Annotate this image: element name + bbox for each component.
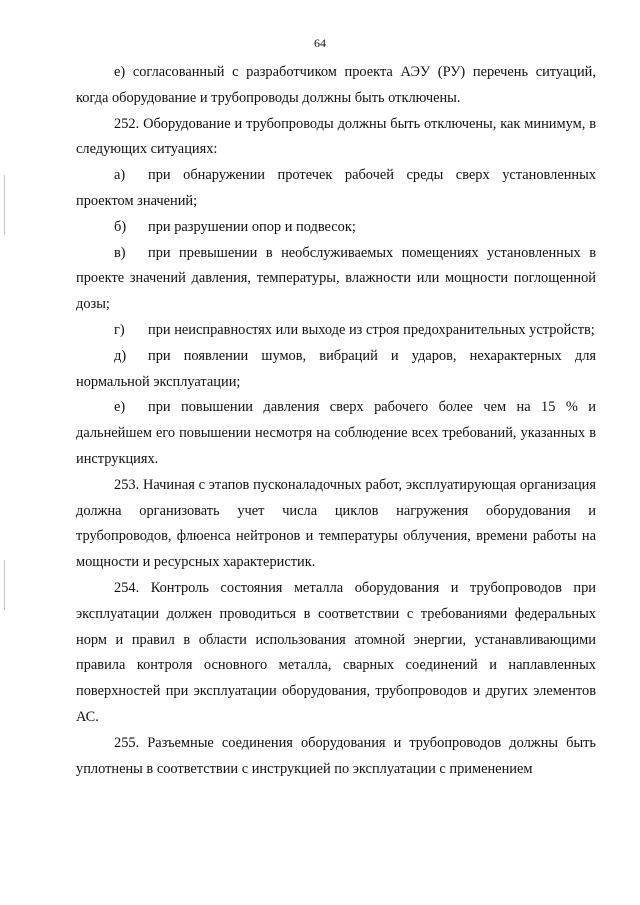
list-item-text: при повышении давления сверх рабочего более чем на 15 % и дальнейшем его повышении несмотря на соблюдение всех требований, указанных в инструкциях. <box>76 399 596 467</box>
list-item-text: при превышении в необслуживаемых помещениях установленных в проекте значений давления, температуры, влажности или мощности поглощенной дозы; <box>76 244 596 313</box>
page-number: 64 <box>314 36 326 50</box>
document-body <box>76 60 596 782</box>
list-item-a <box>76 163 596 215</box>
list-item-g <box>76 318 596 344</box>
paragraph-253: 253. Начиная с этапов пусконаладочных работ, эксплуатирующая организация должна организовать учет числа циклов нагружения оборудования и трубопроводов, флюенса нейтронов и температуры облучения, времени работы на мощности и ресурсных характеристик. <box>76 476 596 571</box>
list-marker: б) <box>114 218 127 235</box>
paragraph-252: 252. Оборудование и трубопроводы должны быть отключены, как минимум, в следующих ситуациях: <box>76 115 596 158</box>
list-item-text: при обнаружении протечек рабочей среды сверх установленных проектом значений; <box>76 167 596 209</box>
scan-edge-mark <box>4 175 5 235</box>
list-item-d <box>76 344 596 396</box>
list-marker: е) <box>114 399 126 416</box>
scan-edge-mark <box>4 560 5 610</box>
list-marker: г) <box>114 321 125 338</box>
list-item-text: при появлении шумов, вибраций и ударов, нехарактерных для нормальной эксплуатации; <box>76 347 596 390</box>
paragraph-255: 255. Разъемные соединения оборудования и трубопроводов должны быть уплотнены в соответствии с инструкцией по эксплуатации с применением <box>76 734 596 777</box>
paragraph-item-e-list-end: е) согласованный с разработчиком проекта АЭУ (РУ) перечень ситуаций, когда оборудование и трубопроводы должны быть отключены. <box>76 64 596 106</box>
paragraph-254: 254. Контроль состояния металла оборудования и трубопроводов при эксплуатации должен проводиться в соответствии с требованиями федеральных норм и правил в области использования атомной энергии, устанавливающими правила контроля основного металла, сварных соединений и наплавленных поверхностей при эксплуатации оборудования, трубопроводов и других элементов АС. <box>76 579 596 725</box>
list-item-b <box>76 215 596 241</box>
list-item-v <box>76 241 596 318</box>
list-marker: в) <box>114 244 126 261</box>
list-item-e <box>76 395 596 472</box>
list-marker: д) <box>114 347 127 364</box>
list-marker: а) <box>114 167 126 184</box>
list-item-text: при неисправностях или выходе из строя предохранительных устройств; <box>148 321 595 338</box>
list-item-text: при разрушении опор и подвесок; <box>148 218 356 235</box>
